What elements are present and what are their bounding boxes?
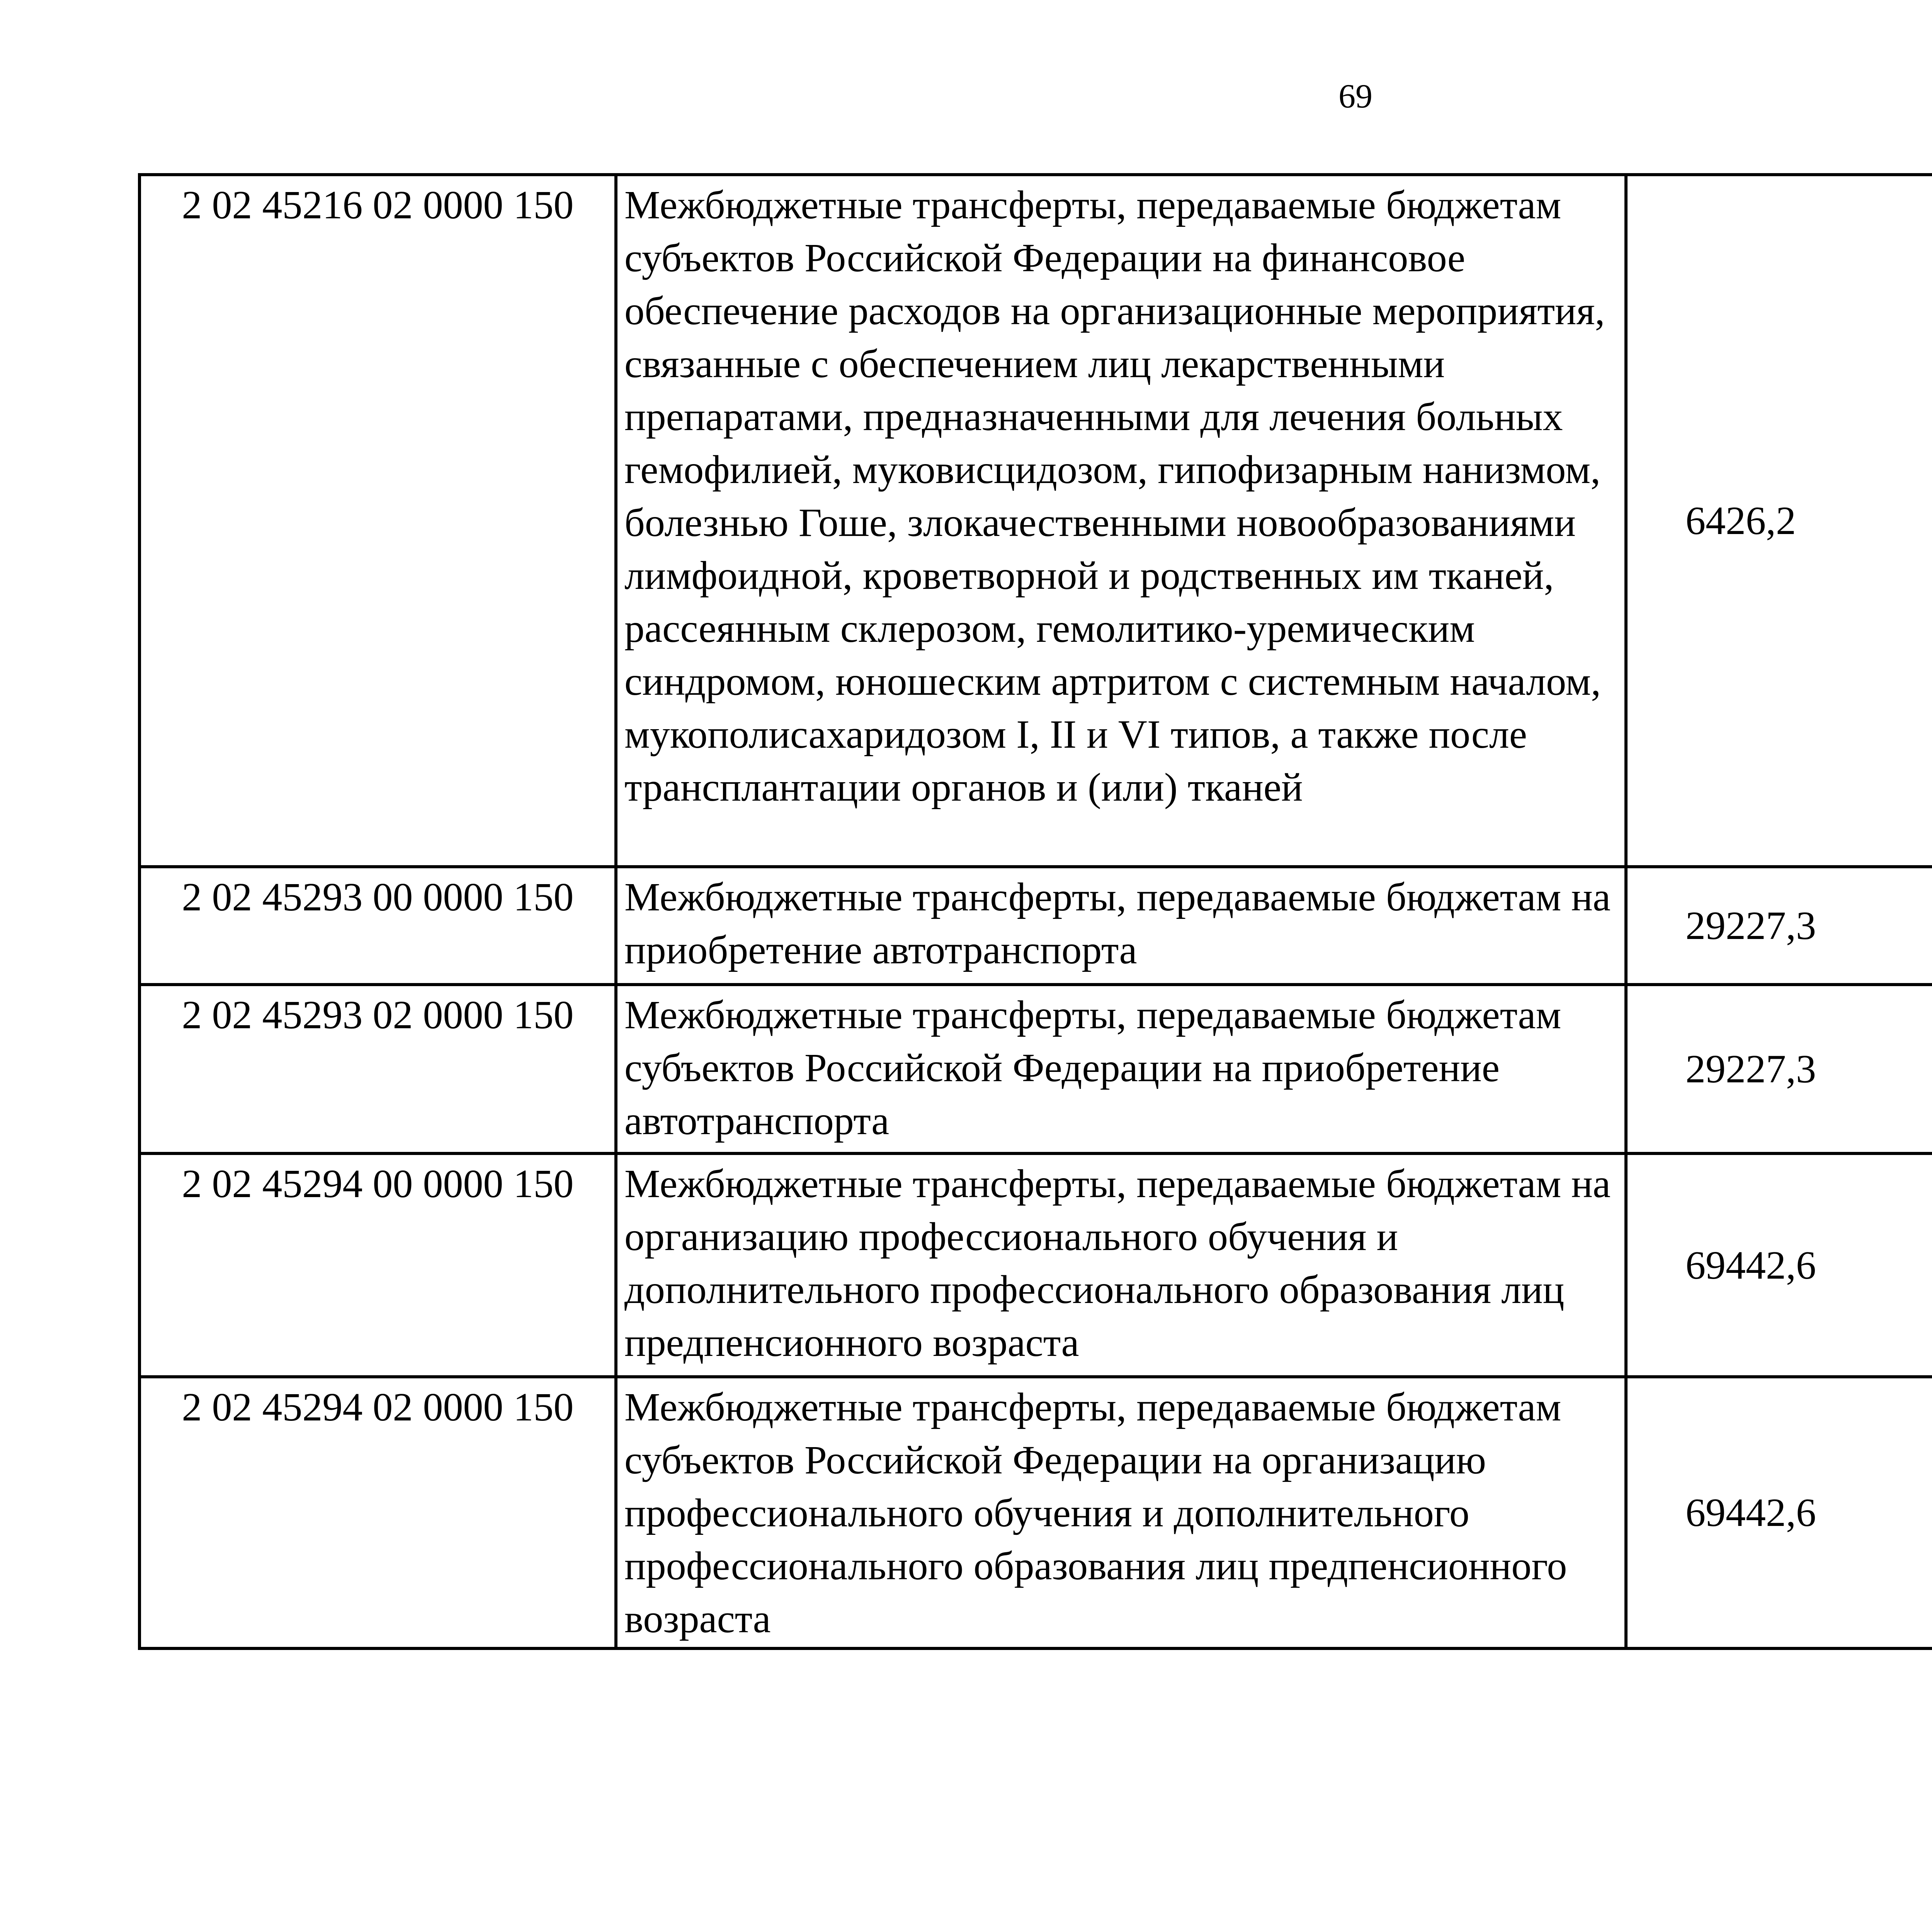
budget-code: 2 02 45216 02 0000 150 [139,175,616,867]
amount-year-1: 69442,6 [1626,1377,1932,1648]
amount-year-1: 69442,6 [1626,1153,1932,1377]
amount-year-1: 29227,3 [1626,985,1932,1153]
table-row [139,867,1932,985]
budget-code: 2 02 45293 00 0000 150 [139,867,616,985]
amount-year-1: 29227,3 [1626,867,1932,985]
table-row [139,175,1932,867]
table-row [139,1153,1932,1377]
budget-description: Межбюджетные трансферты, передаваемые бюджетам на приобретение автотранспорта [616,867,1626,985]
budget-description: Межбюджетные трансферты, передаваемые бюджетам субъектов Российской Федерации на организацию профессионального обучения и дополнительного профессионального образования лиц предпенсионного возраста [616,1377,1626,1648]
budget-code: 2 02 45294 00 0000 150 [139,1153,616,1377]
page-number: 69 [1338,78,1372,115]
budget-table [138,173,1932,1650]
budget-description: Межбюджетные трансферты, передаваемые бюджетам субъектов Российской Федерации на приобретение автотранспорта [616,985,1626,1153]
budget-code: 2 02 45293 02 0000 150 [139,985,616,1153]
amount-year-1: 6426,2 [1626,175,1932,867]
table-row [139,985,1932,1153]
budget-code: 2 02 45294 02 0000 150 [139,1377,616,1648]
budget-description: Межбюджетные трансферты, передаваемые бюджетам субъектов Российской Федерации на финансовое обеспечение расходов на организационные мероприятия, связанные с обеспечением лиц лекарственными препаратами, предназначенными для лечения больных гемофилией, муковисцидозом, гипофизарным нанизмом, болезнью Гоше, злокачественными новообразованиями лимфоидной, кроветворной и родственных им тканей, рассеянным склерозом, гемолитико-уремическим синдромом, юношеским артритом с системным началом, мукополисахаридозом I, II и VI типов, а также после трансплантации органов и (или) тканей [616,175,1626,867]
budget-description: Межбюджетные трансферты, передаваемые бюджетам на организацию профессионального обучения и дополнительного профессионального образования лиц предпенсионного возраста [616,1153,1626,1377]
table-row [139,1377,1932,1648]
